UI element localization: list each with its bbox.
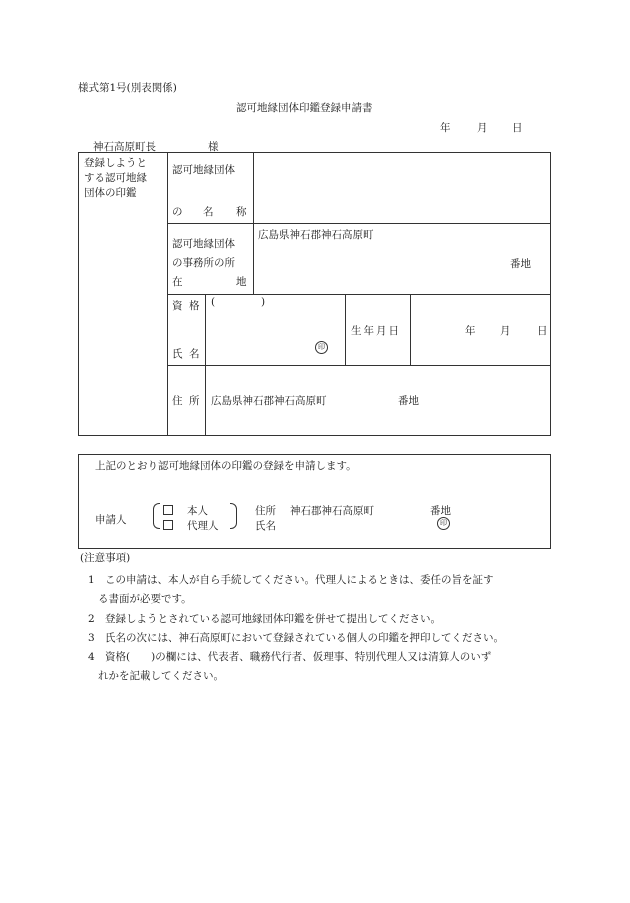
address-suffix: 番地: [398, 395, 419, 407]
addressee: 神石高原町長: [93, 141, 156, 153]
checkbox-agent[interactable]: [163, 520, 173, 530]
org-name-field[interactable]: [256, 156, 549, 220]
note-item: 3 氏名の次には、神石高原町において登録されている個人の印鑑を押印してください。: [88, 632, 504, 644]
note-item: 2 登録しようとされている認可地縁団体印鑑を併せて提出してください。: [88, 613, 441, 625]
notes-heading: (注意事項): [80, 552, 131, 564]
form-title: 認可地縁団体印鑑登録申請書: [236, 102, 373, 114]
form-number: 様式第1号(別表関係): [78, 82, 177, 94]
left-label: 登録しようと する認可地縁 団体の印鑑: [84, 157, 147, 199]
applicant-label: 申請人: [95, 514, 127, 526]
office-address-prefix: 広島県神石郡神石高原町: [258, 229, 374, 241]
applicant-address-label: 住所: [255, 505, 276, 517]
note-item: 1 この申請は、本人が自ら手続してください。代理人によるときは、委任の旨を証す る書面が必要です。: [88, 574, 494, 605]
checkbox-self[interactable]: [163, 505, 173, 515]
birth-date-label: 生年月日: [351, 325, 401, 337]
header-date-month: 月: [477, 122, 488, 134]
application-statement: 上記のとおり認可地縁団体の印鑑の登録を申請します。: [95, 460, 357, 472]
qualification-paren-close: ): [261, 296, 266, 308]
applicant-name-label: 氏名: [255, 520, 276, 532]
note-item: 4 資格( )の欄には、代表者、職務代行者、仮理事、特別代理人又は清算人のいず れかを記載してください。: [88, 651, 492, 682]
qualification-field[interactable]: [220, 296, 258, 310]
header-date-day: 日: [512, 122, 523, 134]
addressee-honorific: 様: [208, 141, 219, 153]
applicant-seal-mark: 印: [437, 517, 450, 530]
seal-mark: 印: [315, 341, 328, 354]
applicant-address-suffix: 番地: [430, 505, 451, 517]
header-date-year: 年: [440, 122, 451, 134]
qualification-paren-open: (: [211, 296, 216, 308]
office-address-suffix: 番地: [510, 258, 531, 270]
address-prefix: 広島県神石郡神石高原町: [211, 395, 327, 407]
applicant-address-prefix: 神石郡神石高原町: [290, 505, 374, 517]
org-name-label-top: 認可地縁団体: [172, 164, 235, 176]
